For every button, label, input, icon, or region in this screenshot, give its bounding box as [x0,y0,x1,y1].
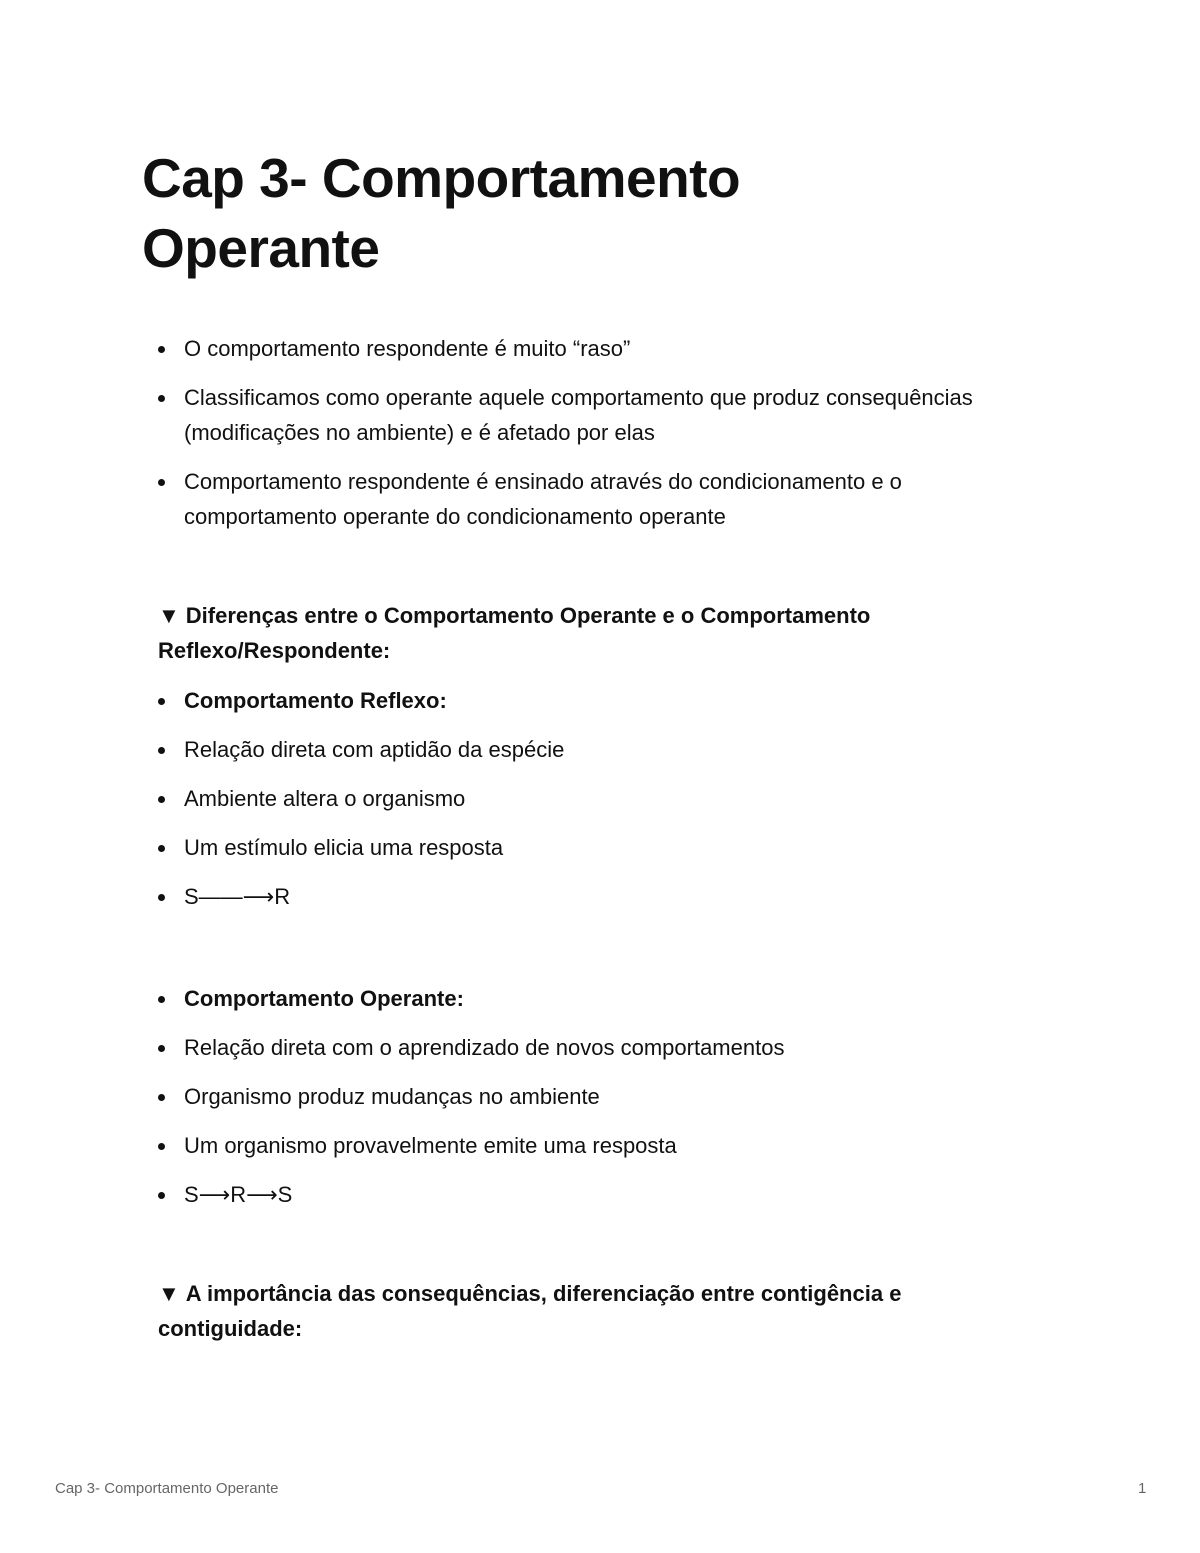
list-item: Classificamos como operante aquele comportamento que produz consequências (modificações no ambiente) e é afetado por elas [158,380,1038,450]
triangle-down-icon[interactable]: ▼ [158,1281,180,1306]
list-item: Relação direta com aptidão da espécie [158,732,1038,767]
list-item: S⟶R⟶S [158,1177,1038,1212]
list-item: Organismo produz mudanças no ambiente [158,1079,1038,1114]
list-item: Ambiente altera o organismo [158,781,1038,816]
toggle-heading-text: Diferenças entre o Comportamento Operante e o Comportamento Reflexo/Respondente: [158,603,871,663]
page-title-line-2: Operante [142,217,380,279]
page-title-line-1: Cap 3- Comportamento [142,147,741,209]
list-item: Comportamento Operante: [158,981,1038,1016]
toggle-differences[interactable] [158,598,1038,668]
footer-page-number: 1 [1138,1480,1147,1497]
reflexo-bullet-list [158,683,1038,928]
triangle-down-icon[interactable]: ▼ [158,603,180,628]
list-item: Comportamento Reflexo: [158,683,1038,718]
page-title [142,143,1042,283]
footer-doc-title: Cap 3- Comportamento Operante [55,1480,279,1497]
list-item: O comportamento respondente é muito “raso” [158,331,1038,366]
intro-bullet-list [158,331,1038,548]
toggle-consequences[interactable] [158,1276,1038,1346]
list-item: Comportamento respondente é ensinado através do condicionamento e o comportamento operante do condicionamento operante [158,464,1038,534]
list-item: Um organismo provavelmente emite uma resposta [158,1128,1038,1163]
list-item: S——⟶R [158,879,1038,914]
toggle-heading-text: A importância das consequências, diferenciação entre contigência e contiguidade: [158,1281,902,1341]
list-item: Relação direta com o aprendizado de novos comportamentos [158,1030,1038,1065]
list-item: Um estímulo elicia uma resposta [158,830,1038,865]
operante-bullet-list [158,981,1038,1226]
